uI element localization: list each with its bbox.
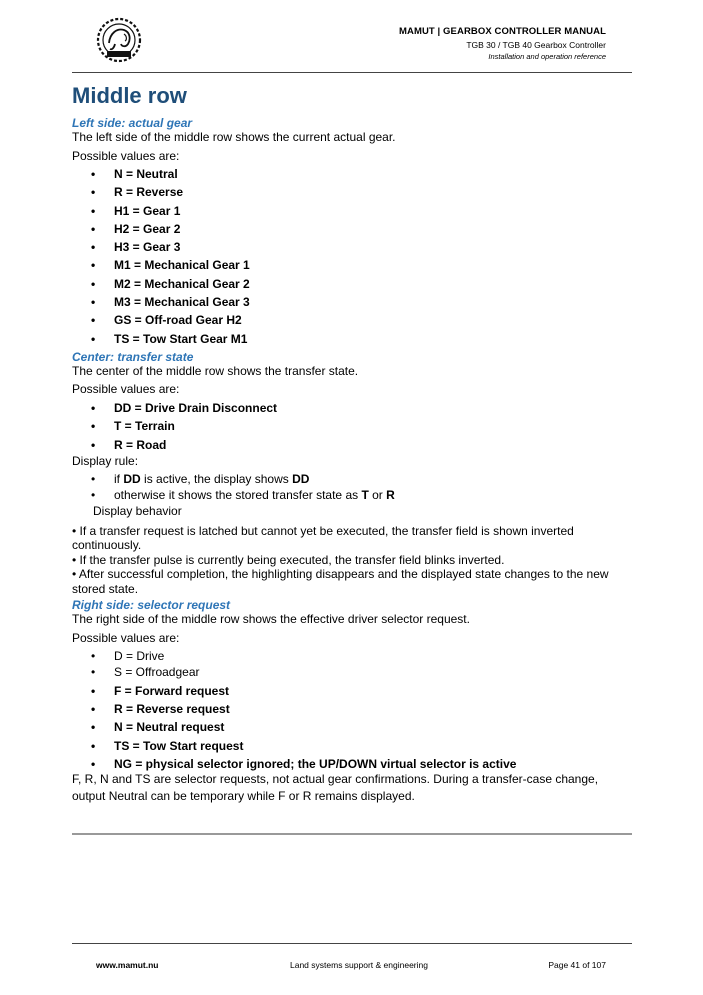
right-possible-label: Possible values are: xyxy=(72,630,180,645)
header-divider xyxy=(72,72,632,73)
list-item: • D = Drive xyxy=(72,649,632,664)
list-item: • M2 = Mechanical Gear 2 xyxy=(72,277,632,292)
content-end-divider xyxy=(72,833,632,835)
display-behavior-label: Display behavior xyxy=(93,504,182,519)
manual-tagline: Installation and operation reference xyxy=(488,52,606,61)
manual-subtitle: TGB 30 / TGB 40 Gearbox Controller xyxy=(466,40,606,50)
page-header xyxy=(399,26,606,61)
left-possible-label: Possible values are: xyxy=(72,148,180,163)
list-item: • N = Neutral xyxy=(72,167,632,182)
selector-note: F, R, N and TS are selector requests, not actual gear confirmations. During a transfer-case change, output Neutral can be temporary while F or R remains displayed. xyxy=(72,772,599,804)
list-item: • H3 = Gear 3 xyxy=(72,240,632,255)
display-rule-item: • if DD is active, the display shows DD xyxy=(72,472,632,487)
actual-gear-list xyxy=(72,167,632,346)
center-intro: The center of the middle row shows the transfer state. xyxy=(72,363,359,378)
list-item: • T = Terrain xyxy=(72,419,632,434)
list-item: • R = Reverse xyxy=(72,185,632,200)
behavior-item: • If the transfer pulse is currently being executed, the transfer field blinks inverted. xyxy=(72,552,505,567)
right-side-heading: Right side: selector request xyxy=(72,598,231,613)
footer-center-text: Land systems support & engineering xyxy=(290,960,428,970)
list-item: • GS = Off-road Gear H2 xyxy=(72,313,632,328)
footer-website: www.mamut.nu xyxy=(96,960,159,970)
center-heading: Center: transfer state xyxy=(72,349,194,364)
list-item: • NG = physical selector ignored; the UP/DOWN virtual selector is active xyxy=(72,757,632,772)
list-item: • R = Reverse request xyxy=(72,702,632,717)
page-content xyxy=(72,82,632,809)
list-item: • H1 = Gear 1 xyxy=(72,204,632,219)
left-side-intro: The left side of the middle row shows the current actual gear. xyxy=(72,130,396,144)
display-rule-item: • otherwise it shows the stored transfer state as T or R xyxy=(72,488,632,503)
display-rule-label: Display rule: xyxy=(72,453,139,468)
list-item: • F = Forward request xyxy=(72,684,632,699)
list-item: • TS = Tow Start request xyxy=(72,739,632,754)
list-item: • S = Offroadgear xyxy=(72,665,632,680)
list-item: • N = Neutral request xyxy=(72,720,632,735)
list-item: • H2 = Gear 2 xyxy=(72,222,632,237)
display-rule-list xyxy=(72,472,632,503)
right-side-intro: The right side of the middle row shows the effective driver selector request. xyxy=(72,612,470,627)
behavior-item: • If a transfer request is latched but cannot yet be executed, the transfer field is shown inverted continuously. xyxy=(72,523,574,553)
center-possible-label: Possible values are: xyxy=(72,382,180,397)
list-item: • DD = Drive Drain Disconnect xyxy=(72,401,632,416)
transfer-state-list xyxy=(72,401,632,452)
list-item: • M1 = Mechanical Gear 1 xyxy=(72,258,632,273)
behavior-item: • After successful completion, the highlighting disappears and the displayed state changes to the new stored state. xyxy=(72,567,609,596)
footer-page-number: Page 41 of 107 xyxy=(548,960,606,970)
footer-divider xyxy=(72,943,632,944)
page-title: Middle row xyxy=(72,83,187,108)
list-item: • TS = Tow Start Gear M1 xyxy=(72,332,632,347)
manual-title: MAMUT | GEARBOX CONTROLLER MANUAL xyxy=(398,26,606,37)
list-item: • M3 = Mechanical Gear 3 xyxy=(72,295,632,310)
selector-request-list xyxy=(72,649,632,771)
mamut-logo xyxy=(95,17,143,63)
left-side-heading: Left side: actual gear xyxy=(72,116,193,130)
list-item: • R = Road xyxy=(72,438,632,453)
